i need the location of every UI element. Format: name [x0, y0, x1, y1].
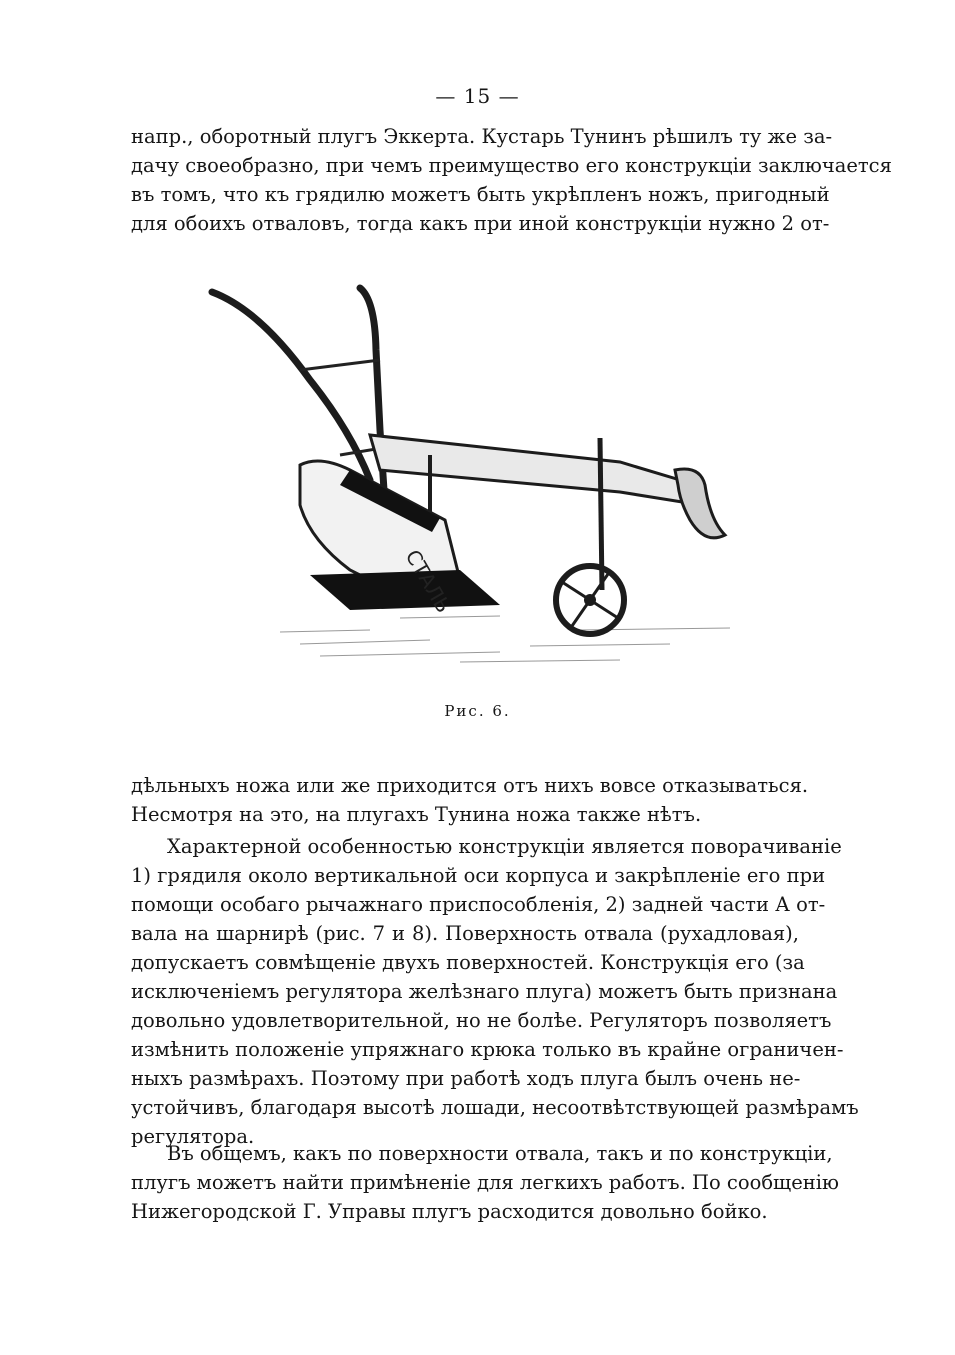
ground-shading — [280, 616, 730, 662]
text-line: Въ общемъ, какъ по поверхности отвала, такъ и по конструкціи, — [167, 1142, 833, 1165]
text-line: допускаетъ совмѣщеніе двухъ поверхностей. Конструкція его (за — [131, 951, 805, 974]
text-line: измѣнить положеніе упряжнаго крюка только въ крайне ограничен- — [131, 1038, 844, 1061]
beam — [370, 435, 682, 502]
text-line: 1) грядиля около вертикальной оси корпуса и закрѣпленіе его при — [131, 864, 826, 887]
text-line: Характерной особенностью конструкціи является поворачиваніе — [167, 835, 842, 858]
text-line: въ томъ, что къ грядилю можетъ быть укрѣпленъ ножъ, пригодный — [131, 183, 830, 206]
share — [310, 570, 500, 610]
text-line: плугъ можетъ найти примѣненіе для легкихъ работъ. По сообщенію — [131, 1171, 839, 1194]
text-line: регулятора. — [131, 1125, 255, 1148]
text-line: дачу своеобразно, при чемъ преимущество его конструкціи заключается — [131, 154, 892, 177]
page-number: — 15 — — [435, 84, 520, 108]
text-line: для обоихъ отваловъ, тогда какъ при иной конструкціи нужно 2 от- — [131, 212, 830, 235]
paragraph-3 — [131, 1139, 839, 1226]
text-line: довольно удовлетворительной, но не болѣе. Регуляторъ позволяетъ — [131, 1009, 832, 1032]
figure-caption: Рис. 6. — [444, 702, 511, 720]
top-paragraph — [131, 122, 892, 238]
handle-brace — [300, 360, 380, 370]
text-line: вала на шарнирѣ (рис. 7 и 8). Поверхность отвала (рухадловая), — [131, 922, 799, 945]
paragraph-2 — [131, 832, 859, 1151]
text-line: устойчивъ, благодаря высотѣ лошади, несоотвѣтствующей размѣрамъ — [131, 1096, 859, 1119]
plough-illustration — [200, 270, 760, 690]
text-line: дѣльныхъ ножа или же приходится отъ нихъ вовсе отказываться. — [131, 774, 809, 797]
left-handle — [212, 292, 370, 480]
steel-mark: СТАЛЬ — [400, 545, 456, 617]
text-line: ныхъ размѣрахъ. Поэтому при работѣ ходъ плуга былъ очень не- — [131, 1067, 801, 1090]
text-line: напр., оборотный плугъ Эккерта. Кустарь Тунинъ рѣшилъ ту же за- — [131, 125, 833, 148]
text-line: Несмотря на это, на плугахъ Тунина ножа также нѣтъ. — [131, 803, 702, 826]
text-line: Нижегородской Г. Управы плугъ расходится довольно бойко. — [131, 1200, 768, 1223]
text-line: помощи особаго рычажнаго приспособленія, 2) задней части А от- — [131, 893, 826, 916]
plough-drawing — [200, 270, 760, 690]
text-line: исключеніемъ регулятора желѣзнаго плуга) можетъ быть признана — [131, 980, 838, 1003]
continuation-paragraph — [131, 771, 809, 829]
hitch — [675, 469, 725, 538]
